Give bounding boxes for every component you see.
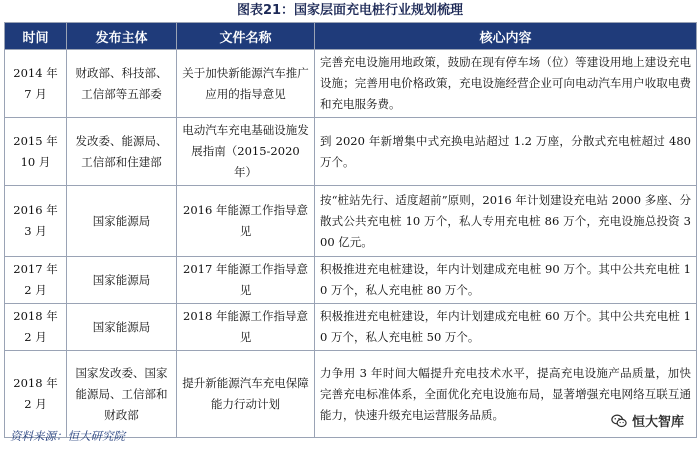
table-row: [5, 351, 697, 438]
cell-content: 按“桩站先行、适度超前”原则，2016 年计划建设充电站 2000 多座、分散式公共充电桩 10 万个，私人专用充电桩 86 万个，充电设施总投资 300 亿元。: [315, 186, 697, 257]
cell-content: 完善充电设施用地政策，鼓励在现有停车场（位）等建设用地上建设充电设施；完善用电价格政策，充电设施经营企业可向电动汽车用户收取电费和充电服务费。: [315, 50, 697, 118]
source-note: 资料来源：恒大研究院: [10, 429, 125, 443]
cell-time: 2018 年 2 月: [5, 351, 67, 438]
cell-issuer: 发改委、能源局、工信部和住建部: [67, 118, 177, 186]
table-row: [5, 304, 697, 351]
header-content: 核心内容: [315, 23, 697, 50]
cell-time: 2015 年 10 月: [5, 118, 67, 186]
cell-issuer: 国家能源局: [67, 257, 177, 304]
watermark-text: 恒大智库: [631, 415, 684, 430]
header-issuer: 发布主体: [67, 23, 177, 50]
wechat-icon: [610, 412, 628, 430]
table-row: [5, 186, 697, 257]
cell-issuer: 国家发改委、国家能源局、工信部和财政部: [67, 351, 177, 438]
cell-document: 2017 年能源工作指导意见: [177, 257, 315, 304]
table-row: [5, 118, 697, 186]
cell-time: 2014 年 7 月: [5, 50, 67, 118]
table-title: 图表21：国家层面充电桩行业规划梳理: [236, 3, 464, 18]
cell-document: 电动汽车充电基础设施发展指南（2015-2020 年）: [177, 118, 315, 186]
cell-time: 2018 年 2 月: [5, 304, 67, 351]
header-row: [5, 23, 697, 50]
cell-issuer: 国家能源局: [67, 304, 177, 351]
header-time: 时间: [5, 23, 67, 50]
policy-table: [4, 22, 697, 438]
cell-document: 提升新能源汽车充电保障能力行动计划: [177, 351, 315, 438]
cell-time: 2017 年 2 月: [5, 257, 67, 304]
cell-content: 积极推进充电桩建设，年内计划建成充电桩 60 万个。其中公共充电桩 10 万个，私人充电桩 50 万个。: [315, 304, 697, 351]
cell-document: 2018 年能源工作指导意见: [177, 304, 315, 351]
table-row: [5, 257, 697, 304]
cell-content: 力争用 3 年时间大幅提升充电技术水平，提高充电设施产品质量，加快完善充电标准体系，全面优化充电设施布局，显著增强充电网络互联互通能力，快速升级充电运营服务品质。: [315, 351, 697, 438]
header-document: 文件名称: [177, 23, 315, 50]
cell-content: 积极推进充电桩建设，年内计划建成充电桩 90 万个。其中公共充电桩 10 万个，私人充电桩 80 万个。: [315, 257, 697, 304]
cell-time: 2016 年 3 月: [5, 186, 67, 257]
cell-issuer: 国家能源局: [67, 186, 177, 257]
cell-document: 2016 年能源工作指导意见: [177, 186, 315, 257]
watermark: [606, 409, 688, 432]
cell-content: 到 2020 年新增集中式充换电站超过 1.2 万座，分散式充电桩超过 480 万个。: [315, 118, 697, 186]
cell-document: 关于加快新能源汽车推广应用的指导意见: [177, 50, 315, 118]
table-row: [5, 50, 697, 118]
cell-issuer: 财政部、科技部、工信部等五部委: [67, 50, 177, 118]
